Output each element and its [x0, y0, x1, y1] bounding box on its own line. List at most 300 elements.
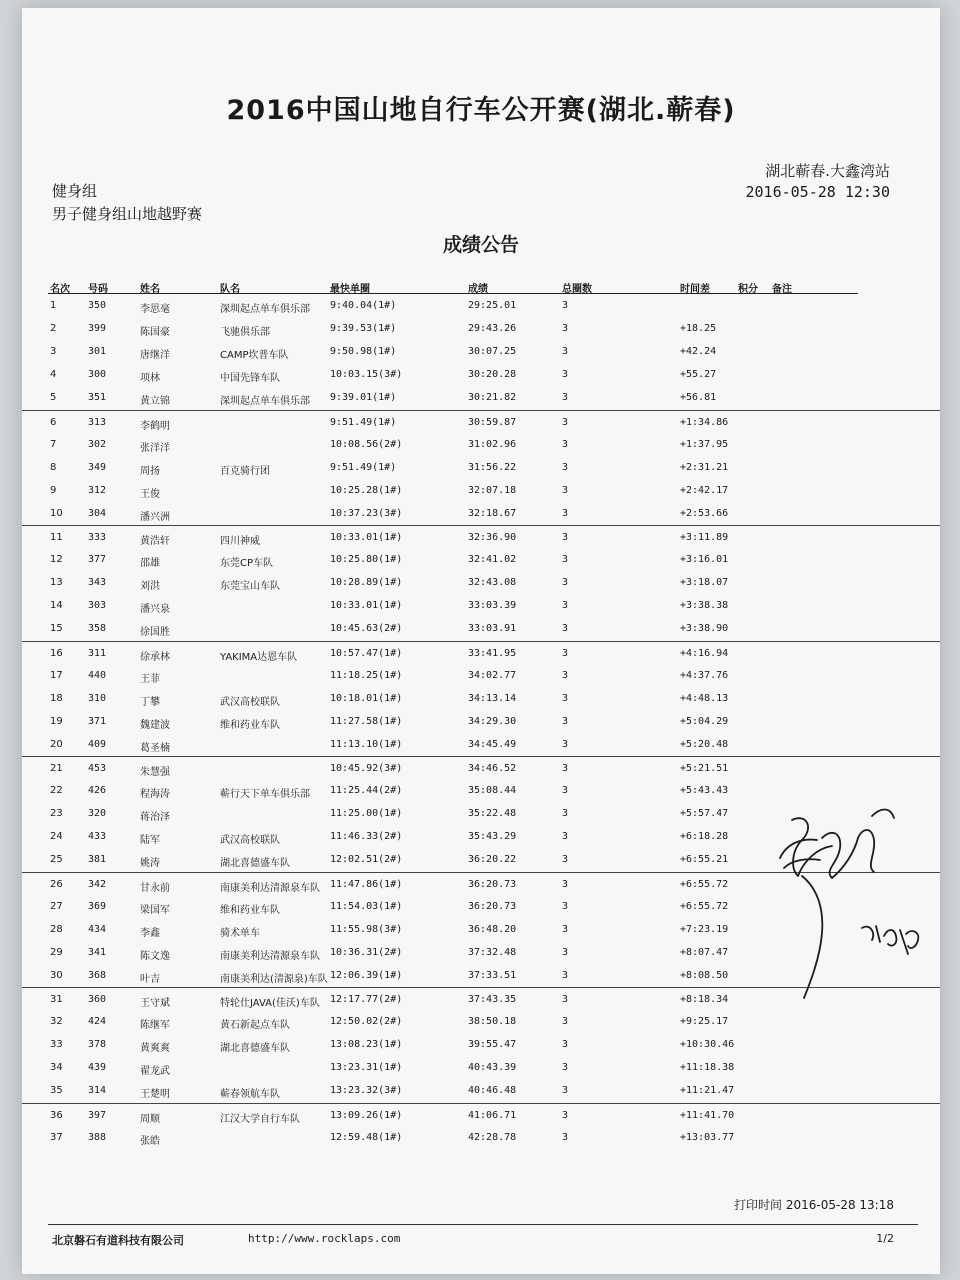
laps-cell: 3: [562, 1131, 569, 1143]
result-cell: 31:56.22: [468, 461, 517, 473]
result-cell: 36:20.73: [468, 900, 517, 912]
gap-cell: +2:42.17: [680, 484, 729, 496]
laps-cell: 3: [562, 923, 569, 935]
rank-cell: 20: [50, 738, 63, 750]
rank-cell: 26: [50, 878, 63, 890]
team-cell: CAMP坎普车队: [220, 350, 289, 362]
fastest-lap-cell: 11:25.00(1#): [330, 808, 403, 820]
table-row: [22, 340, 940, 363]
rank-cell: 14: [50, 600, 63, 612]
laps-cell: 3: [562, 577, 569, 589]
result-cell: 40:43.39: [468, 1062, 517, 1074]
fastest-lap-cell: 11:54.03(1#): [330, 900, 403, 912]
rank-cell: 27: [50, 900, 63, 912]
rank-cell: 12: [50, 554, 63, 566]
bib-cell: 368: [88, 969, 107, 981]
bib-cell: 440: [88, 669, 107, 681]
laps-cell: 3: [562, 300, 569, 311]
col-rank: 名次: [50, 284, 70, 295]
name-cell: 朱慧强: [140, 767, 170, 778]
name-cell: 周扬: [140, 465, 160, 477]
laps-cell: 3: [562, 669, 569, 681]
laps-cell: 3: [562, 1016, 569, 1028]
team-cell: 南康美利达清源泉车队: [220, 950, 320, 962]
fastest-lap-cell: 10:08.56(2#): [330, 438, 403, 450]
result-cell: 32:43.08: [468, 577, 517, 589]
table-row: [22, 1103, 940, 1127]
team-cell: 深圳起点单车俱乐部: [220, 304, 310, 315]
result-cell: 30:07.25: [468, 346, 517, 358]
bib-cell: 320: [88, 808, 107, 820]
table-row: [22, 456, 940, 479]
rank-cell: 35: [50, 1085, 63, 1097]
bib-cell: 341: [88, 946, 107, 958]
col-fastest-lap: 最快单圈: [330, 284, 370, 295]
table-row: [22, 733, 940, 756]
team-cell: 南康美利达(清源泉)车队: [220, 973, 328, 985]
bib-cell: 350: [88, 300, 107, 311]
company-name: 北京磐石有道科技有限公司: [52, 1234, 184, 1247]
table-row: [22, 710, 940, 733]
bib-cell: 360: [88, 994, 107, 1005]
gap-cell: +1:34.86: [680, 416, 729, 428]
venue: 湖北蕲春.大鑫湾站: [765, 162, 890, 180]
laps-cell: 3: [562, 623, 569, 635]
gap-cell: +2:53.66: [680, 507, 729, 519]
laps-cell: 3: [562, 969, 569, 981]
name-cell: 周顺: [140, 1113, 160, 1125]
bib-cell: 378: [88, 1039, 107, 1051]
rank-cell: 28: [50, 923, 63, 935]
result-cell: 30:21.82: [468, 392, 517, 404]
gap-cell: +11:18.38: [680, 1062, 735, 1074]
name-cell: 陆军: [140, 835, 160, 847]
name-cell: 唐继洋: [140, 350, 170, 362]
result-cell: 38:50.18: [468, 1016, 517, 1028]
result-cell: 36:20.73: [468, 878, 517, 890]
fastest-lap-cell: 10:28.89(1#): [330, 577, 403, 589]
website-link[interactable]: http://www.rocklaps.com: [248, 1232, 401, 1245]
rank-cell: 6: [50, 416, 57, 428]
laps-cell: 3: [562, 532, 569, 543]
laps-cell: 3: [562, 369, 569, 381]
name-cell: 李思毫: [140, 304, 170, 315]
name-cell: 徐承林: [140, 651, 170, 663]
gap-cell: +6:55.72: [680, 878, 729, 890]
result-cell: 36:48.20: [468, 923, 517, 935]
gap-cell: +8:08.50: [680, 969, 729, 981]
result-cell: 37:43.35: [468, 994, 517, 1005]
name-cell: 黄立锦: [140, 396, 170, 408]
fastest-lap-cell: 9:39.53(1#): [330, 323, 397, 335]
col-result: 成绩: [468, 284, 488, 295]
group-name: 健身组: [52, 182, 98, 200]
result-cell: 40:46.48: [468, 1085, 517, 1097]
rank-cell: 24: [50, 831, 63, 843]
result-cell: 35:22.48: [468, 808, 517, 820]
table-row: [22, 433, 940, 456]
gap-cell: +13:03.77: [680, 1131, 735, 1143]
name-cell: 王俊: [140, 488, 160, 500]
fastest-lap-cell: 10:18.01(1#): [330, 692, 403, 704]
handwritten-signature: [762, 798, 932, 1028]
bib-cell: 433: [88, 831, 107, 843]
team-cell: 江汉大学自行车队: [220, 1113, 300, 1125]
table-row: [22, 571, 940, 594]
results-sheet: [22, 8, 940, 1274]
result-cell: 29:25.01: [468, 300, 517, 311]
fastest-lap-cell: 10:45.92(3#): [330, 763, 403, 774]
rank-cell: 15: [50, 623, 63, 635]
team-cell: 维和药业车队: [220, 904, 280, 916]
rank-cell: 22: [50, 785, 63, 797]
gap-cell: +3:38.90: [680, 623, 729, 635]
bib-cell: 424: [88, 1016, 107, 1028]
gap-cell: +4:16.94: [680, 647, 729, 659]
laps-cell: 3: [562, 484, 569, 496]
gap-cell: +10:30.46: [680, 1039, 735, 1051]
fastest-lap-cell: 10:57.47(1#): [330, 647, 403, 659]
gap-cell: +8:07.47: [680, 946, 729, 958]
bib-cell: 381: [88, 854, 107, 866]
table-row: [22, 1079, 940, 1102]
rank-cell: 36: [50, 1109, 63, 1121]
gap-cell: +5:57.47: [680, 808, 729, 820]
rank-cell: 4: [50, 369, 57, 381]
bib-cell: 397: [88, 1109, 107, 1121]
laps-cell: 3: [562, 715, 569, 727]
name-cell: 徐国胜: [140, 627, 170, 639]
rank-cell: 30: [50, 969, 63, 981]
table-row: [22, 664, 940, 687]
rank-cell: 21: [50, 763, 63, 774]
page-title: 2016中国山地自行车公开赛(湖北.蕲春): [226, 95, 736, 126]
name-cell: 姚涛: [140, 858, 160, 870]
result-cell: 33:41.95: [468, 647, 517, 659]
result-cell: 33:03.39: [468, 600, 517, 612]
rank-cell: 34: [50, 1062, 63, 1074]
bib-cell: 333: [88, 532, 107, 543]
team-cell: 中国先锋车队: [220, 373, 280, 385]
name-cell: 甘永前: [140, 882, 170, 894]
team-cell: 深圳起点单车俱乐部: [220, 396, 310, 408]
fastest-lap-cell: 10:36.31(2#): [330, 946, 403, 958]
table-row: [22, 386, 940, 409]
gap-cell: +1:37.95: [680, 438, 729, 450]
gap-cell: +8:18.34: [680, 994, 729, 1005]
gap-cell: +4:37.76: [680, 669, 729, 681]
rank-cell: 8: [50, 461, 57, 473]
fastest-lap-cell: 9:51.49(1#): [330, 461, 397, 473]
team-cell: 蕲春领航车队: [220, 1089, 280, 1101]
name-cell: 张洋洋: [140, 442, 170, 454]
gap-cell: +42.24: [680, 346, 717, 358]
rank-cell: 37: [50, 1131, 63, 1143]
rank-cell: 3: [50, 346, 57, 358]
laps-cell: 3: [562, 600, 569, 612]
gap-cell: +4:48.13: [680, 692, 729, 704]
laps-cell: 3: [562, 461, 569, 473]
result-cell: 35:43.29: [468, 831, 517, 843]
gap-cell: +3:16.01: [680, 554, 729, 566]
result-cell: 39:55.47: [468, 1039, 517, 1051]
rank-cell: 7: [50, 438, 57, 450]
result-cell: 32:36.90: [468, 532, 517, 543]
table-row: [22, 525, 940, 549]
gap-cell: +6:55.72: [680, 900, 729, 912]
bib-cell: 358: [88, 623, 107, 635]
fastest-lap-cell: 12:17.77(2#): [330, 994, 403, 1005]
rank-cell: 9: [50, 484, 57, 496]
name-cell: 叶吉: [140, 973, 160, 985]
result-cell: 41:06.71: [468, 1109, 517, 1121]
result-cell: 32:18.67: [468, 507, 517, 519]
bib-cell: 300: [88, 369, 107, 381]
team-cell: YAKIMA达恩车队: [220, 651, 298, 663]
gap-cell: +6:55.21: [680, 854, 729, 866]
col-name: 姓名: [140, 284, 160, 295]
name-cell: 丁攀: [140, 696, 160, 708]
result-cell: 37:33.51: [468, 969, 517, 981]
bib-cell: 399: [88, 323, 107, 335]
bib-cell: 311: [88, 647, 107, 659]
name-cell: 项林: [140, 373, 160, 385]
bib-cell: 434: [88, 923, 107, 935]
bib-cell: 369: [88, 900, 107, 912]
fastest-lap-cell: 11:13.10(1#): [330, 738, 403, 750]
bib-cell: 426: [88, 785, 107, 797]
name-cell: 李鑫: [140, 927, 160, 939]
result-cell: 32:41.02: [468, 554, 517, 566]
bib-cell: 371: [88, 715, 107, 727]
table-row: [22, 1056, 940, 1079]
name-cell: 王楚明: [140, 1089, 170, 1101]
col-bib: 号码: [88, 284, 108, 295]
laps-cell: 3: [562, 1039, 569, 1051]
fastest-lap-cell: 11:27.58(1#): [330, 715, 403, 727]
name-cell: 蒋治泽: [140, 812, 170, 824]
bib-cell: 453: [88, 763, 107, 774]
laps-cell: 3: [562, 854, 569, 866]
result-cell: 31:02.96: [468, 438, 517, 450]
col-team: 队名: [220, 284, 240, 295]
fastest-lap-cell: 10:25.28(1#): [330, 484, 403, 496]
team-cell: 飞驰俱乐部: [220, 327, 270, 339]
laps-cell: 3: [562, 994, 569, 1005]
rank-cell: 31: [50, 994, 63, 1005]
gap-cell: +56.81: [680, 392, 717, 404]
result-cell: 33:03.91: [468, 623, 517, 635]
result-cell: 30:59.87: [468, 416, 517, 428]
gap-cell: +11:21.47: [680, 1085, 735, 1097]
team-cell: 四川神威: [220, 536, 260, 547]
gap-cell: +11:41.70: [680, 1109, 735, 1121]
bib-cell: 343: [88, 577, 107, 589]
table-row: [22, 479, 940, 502]
laps-cell: 3: [562, 946, 569, 958]
fastest-lap-cell: 11:55.98(3#): [330, 923, 403, 935]
team-cell: 东莞宝山车队: [220, 581, 280, 593]
gap-cell: +7:23.19: [680, 923, 729, 935]
table-row: [22, 317, 940, 340]
fastest-lap-cell: 9:51.49(1#): [330, 416, 397, 428]
fastest-lap-cell: 11:46.33(2#): [330, 831, 403, 843]
fastest-lap-cell: 12:59.48(1#): [330, 1131, 403, 1143]
result-cell: 34:46.52: [468, 763, 517, 774]
table-row: [22, 756, 940, 780]
gap-cell: +5:20.48: [680, 738, 729, 750]
rank-cell: 17: [50, 669, 63, 681]
fastest-lap-cell: 9:50.98(1#): [330, 346, 397, 358]
team-cell: 骑术单车: [220, 927, 260, 939]
rank-cell: 5: [50, 392, 57, 404]
result-cell: 34:29.30: [468, 715, 517, 727]
rank-cell: 11: [50, 532, 63, 543]
team-cell: 湖北喜德盛车队: [220, 1043, 290, 1055]
laps-cell: 3: [562, 831, 569, 843]
bib-cell: 342: [88, 878, 107, 890]
rank-cell: 1: [50, 300, 57, 311]
bib-cell: 303: [88, 600, 107, 612]
rank-cell: 10: [50, 507, 63, 519]
name-cell: 黄爽爽: [140, 1043, 170, 1055]
bib-cell: 351: [88, 392, 107, 404]
laps-cell: 3: [562, 1085, 569, 1097]
laps-cell: 3: [562, 507, 569, 519]
bib-cell: 439: [88, 1062, 107, 1074]
name-cell: 王菲: [140, 673, 160, 685]
team-cell: 百克骑行团: [220, 465, 270, 477]
laps-cell: 3: [562, 878, 569, 890]
gap-cell: +5:43.43: [680, 785, 729, 797]
name-cell: 陈文逸: [140, 950, 170, 962]
gap-cell: +3:11.89: [680, 532, 729, 543]
result-cell: 29:43.26: [468, 323, 517, 335]
results-subtitle: 成绩公告: [442, 234, 519, 256]
name-cell: 王守斌: [140, 998, 170, 1009]
table-row: [22, 687, 940, 710]
laps-cell: 3: [562, 323, 569, 335]
bib-cell: 301: [88, 346, 107, 358]
name-cell: 潘兴洲: [140, 511, 170, 523]
fastest-lap-cell: 13:09.26(1#): [330, 1109, 403, 1121]
rank-cell: 16: [50, 647, 63, 659]
fastest-lap-cell: 10:33.01(1#): [330, 600, 403, 612]
table-row: [22, 594, 940, 617]
fastest-lap-cell: 13:23.32(3#): [330, 1085, 403, 1097]
col-remarks: 备注: [772, 284, 792, 295]
laps-cell: 3: [562, 808, 569, 820]
laps-cell: 3: [562, 416, 569, 428]
event-name: 男子健身组山地越野赛: [52, 205, 203, 223]
name-cell: 魏建波: [140, 719, 170, 731]
name-cell: 葛圣楠: [140, 742, 170, 754]
fastest-lap-cell: 10:03.15(3#): [330, 369, 403, 381]
table-row: [22, 410, 940, 434]
table-row: [22, 363, 940, 386]
gap-cell: +55.27: [680, 369, 717, 381]
bib-cell: 304: [88, 507, 107, 519]
name-cell: 邵雄: [140, 558, 160, 570]
table-row: [22, 617, 940, 640]
rank-cell: 32: [50, 1016, 63, 1028]
fastest-lap-cell: 11:25.44(2#): [330, 785, 403, 797]
bib-cell: 313: [88, 416, 107, 428]
fastest-lap-cell: 11:18.25(1#): [330, 669, 403, 681]
laps-cell: 3: [562, 438, 569, 450]
gap-cell: +18.25: [680, 323, 717, 335]
fastest-lap-cell: 10:25.80(1#): [330, 554, 403, 566]
col-points: 积分: [738, 284, 758, 295]
laps-cell: 3: [562, 1062, 569, 1074]
bib-cell: 377: [88, 554, 107, 566]
print-time: 打印时间 2016-05-28 13:18: [734, 1198, 894, 1212]
table-row: [22, 641, 940, 665]
bib-cell: 409: [88, 738, 107, 750]
team-cell: 南康美利达清源泉车队: [220, 882, 320, 894]
team-cell: 维和药业车队: [220, 719, 280, 731]
rank-cell: 2: [50, 323, 57, 335]
fastest-lap-cell: 10:45.63(2#): [330, 623, 403, 635]
name-cell: 翟龙武: [140, 1066, 170, 1078]
fastest-lap-cell: 12:06.39(1#): [330, 969, 403, 981]
footer-rule: [48, 1224, 918, 1225]
fastest-lap-cell: 12:02.51(2#): [330, 854, 403, 866]
bib-cell: 310: [88, 692, 107, 704]
gap-cell: +9:25.17: [680, 1016, 729, 1028]
result-cell: 36:20.22: [468, 854, 517, 866]
table-row: [22, 294, 940, 317]
rank-cell: 33: [50, 1039, 63, 1051]
result-cell: 37:32.48: [468, 946, 517, 958]
gap-cell: +5:21.51: [680, 763, 729, 774]
bib-cell: 302: [88, 438, 107, 450]
gap-cell: +6:18.28: [680, 831, 729, 843]
team-cell: 湖北喜德盛车队: [220, 858, 290, 870]
table-row: [22, 548, 940, 571]
rank-cell: 29: [50, 946, 63, 958]
col-total-laps: 总圈数: [562, 284, 592, 295]
result-cell: 32:07.18: [468, 484, 517, 496]
result-cell: 34:45.49: [468, 738, 517, 750]
team-cell: 武汉高校联队: [220, 696, 280, 708]
laps-cell: 3: [562, 900, 569, 912]
laps-cell: 3: [562, 346, 569, 358]
col-gap: 时间差: [680, 284, 710, 295]
bib-cell: 312: [88, 484, 107, 496]
rank-cell: 25: [50, 854, 63, 866]
laps-cell: 3: [562, 554, 569, 566]
result-cell: 42:28.78: [468, 1131, 517, 1143]
bib-cell: 314: [88, 1085, 107, 1097]
result-cell: 35:08.44: [468, 785, 517, 797]
bib-cell: 388: [88, 1131, 107, 1143]
gap-cell: +3:18.07: [680, 577, 729, 589]
name-cell: 潘兴泉: [140, 604, 170, 616]
team-cell: 特轮仕JAVA(佳沃)车队: [220, 998, 320, 1009]
laps-cell: 3: [562, 692, 569, 704]
table-row: [22, 1126, 940, 1149]
result-cell: 30:20.28: [468, 369, 517, 381]
laps-cell: 3: [562, 647, 569, 659]
fastest-lap-cell: 9:39.01(1#): [330, 392, 397, 404]
fastest-lap-cell: 10:37.23(3#): [330, 507, 403, 519]
race-datetime: 2016-05-28 12:30: [745, 183, 890, 201]
rank-cell: 18: [50, 692, 63, 704]
name-cell: 陈继军: [140, 1020, 170, 1032]
page-number: 1/2: [876, 1232, 894, 1245]
bib-cell: 349: [88, 461, 107, 473]
